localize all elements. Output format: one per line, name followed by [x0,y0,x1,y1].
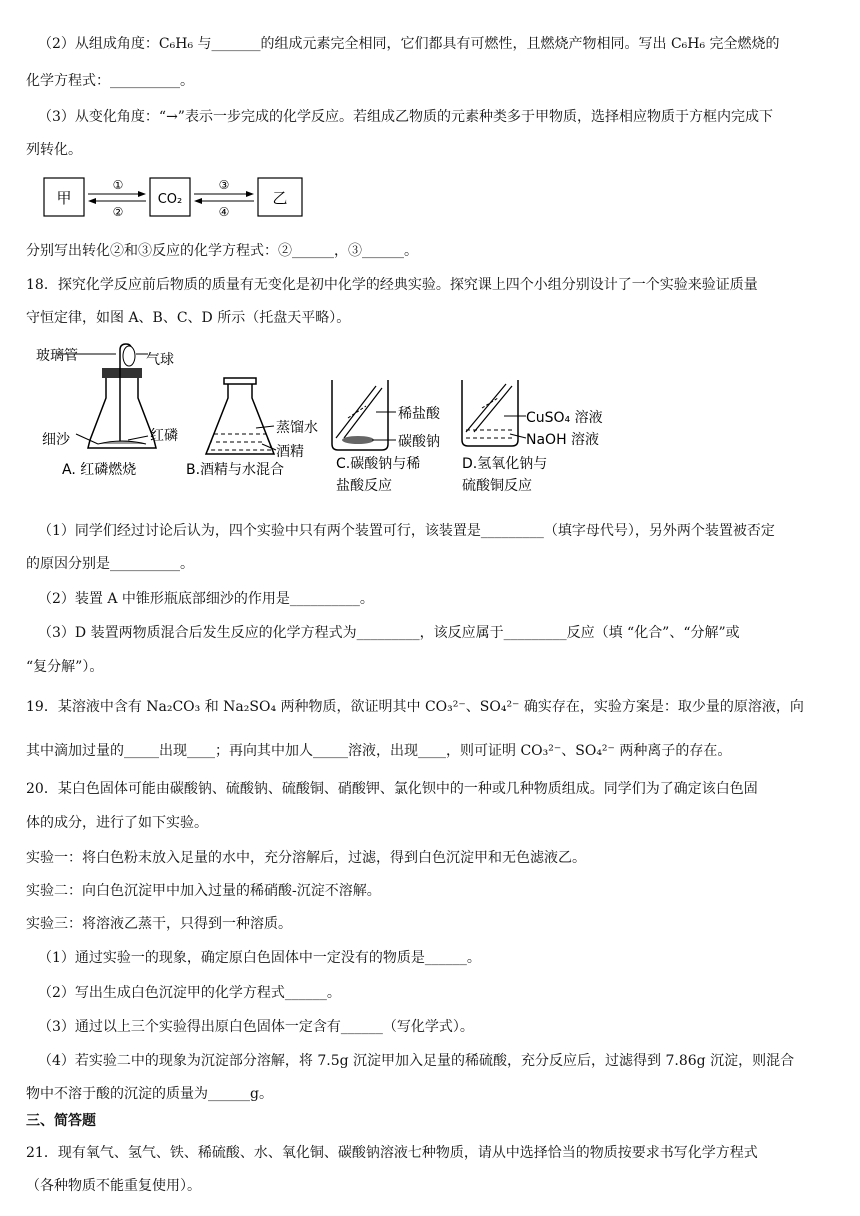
apparatus-d [462,380,603,494]
q18-line2: 守恒定律，如图 A、B、C、D 所示（托盘天平略）。 [26,310,351,326]
q19-line1: 19．某溶液中含有 Na₂CO₃ 和 Na₂SO₄ 两种物质，欲证明其中 CO₃²⁻、SO₄²⁻ 确实存在，实验方案是：取少量的原溶液，向 [26,699,804,715]
q18-part3-line2: “复分解”）。 [26,659,104,675]
q20-exp3: 实验三：将溶液乙蒸干，只得到一种溶质。 [26,916,292,932]
label-cuso4: CuSO₄ 溶液 [526,410,603,426]
label-phosphorus: 红磷 [150,428,178,444]
caption-d-line2: 硫酸铜反应 [462,478,532,494]
label-balloon: 气球 [146,352,174,368]
q18-part1-line2: 的原因分别是__________。 [26,556,194,572]
q17-part3-line2: 列转化。 [26,142,82,158]
arrow-1-label: ① [112,178,124,192]
q21-line1: 21．现有氧气、氢气、铁、稀硫酸、水、氧化铜、碳酸钠溶液七种物质，请从中选择恰当的物质按要求书写化学方程式 [26,1145,758,1161]
arrow-2-label: ② [112,205,124,219]
box-jia-label: 甲 [56,189,72,207]
q18-part2: （2）装置 A 中锥形瓶底部细沙的作用是__________。 [38,591,374,607]
q21-line2: （各种物质不能重复使用）。 [26,1178,201,1194]
box-co2-label: CO₂ [157,192,183,207]
q17-part2-line2: 化学方程式：__________。 [26,73,194,89]
q18-line1: 18．探究化学反应前后物质的质量有无变化是初中化学的经典实验。探究课上四个小组分别设计了一个实验来验证质量 [26,277,758,293]
apparatus-a [36,344,178,478]
caption-a: A. 红磷燃烧 [62,462,137,478]
q20-exp2: 实验二：向白色沉淀甲中加入过量的稀硝酸-沉淀不溶解。 [26,883,381,899]
caption-b: B.酒精与水混合 [186,462,285,478]
q20-exp1: 实验一：将白色粉末放入足量的水中，充分溶解后，过滤，得到白色沉淀甲和无色滤液乙。 [26,850,586,866]
label-carbonate: 碳酸钠 [398,434,440,450]
apparatus-figure [36,340,616,502]
label-acid: 稀盐酸 [398,406,440,422]
q20-part1: （1）通过实验一的现象，确定原白色固体中一定没有的物质是______。 [38,950,481,966]
q20-part4-line1: （4）若实验二中的现象为沉淀部分溶解，将 7.5g 沉淀甲加入足量的稀硫酸，充分反应后，过滤得到 7.86g 沉淀，则混合 [38,1053,795,1069]
conversion-diagram [40,172,320,222]
label-naoh: NaOH 溶液 [526,432,600,448]
q20-part3: （3）通过以上三个实验得出原白色固体一定含有______（写化学式）。 [38,1019,474,1035]
box-yi-label: 乙 [272,189,288,207]
apparatus-b [186,378,318,478]
q20-part2: （2）写出生成白色沉淀甲的化学方程式______。 [38,985,341,1001]
label-tube: 玻璃管 [36,348,78,364]
arrow-3-label: ③ [218,178,230,192]
section-heading: 三、简答题 [26,1113,96,1129]
q19-line2: 其中滴加过量的_____出现____；再向其中加人_____溶液，出现____，则可证明 CO₃²⁻、SO₄²⁻ 两种离子的存在。 [26,743,732,759]
q20-line2: 体的成分，进行了如下实验。 [26,815,208,831]
caption-c-line2: 盐酸反应 [336,478,392,494]
q18-part3-line1: （3）D 装置两物质混合后发生反应的化学方程式为_________，该反应属于_________反应（填 “化合”、“分解”或 [38,625,740,641]
q18-part1-line1: （1）同学们经过讨论后认为，四个实验中只有两个装置可行，该装置是_________（填字母代号），另外两个装置被否定 [38,523,775,539]
label-water: 蒸馏水 [276,420,318,436]
q17-part3-line3: 分别写出转化②和③反应的化学方程式：②______，③______。 [26,243,418,259]
q17-part2-line1: （2）从组成角度：C₆H₆ 与_______的组成元素完全相同，它们都具有可燃性，且燃烧产物相同。写出 C₆H₆ 完全燃烧的 [38,36,780,52]
apparatus-c [332,380,441,494]
q20-part4-line2: 物中不溶于酸的沉淀的质量为______g。 [26,1086,273,1102]
label-sand: 细沙 [42,432,70,448]
arrow-4-label: ④ [218,205,230,219]
caption-c-line1: C.碳酸钠与稀 [336,456,421,472]
q20-line1: 20．某白色固体可能由碳酸钠、硫酸钠、硫酸铜、硝酸钾、氯化钡中的一种或几种物质组成。同学们为了确定该白色固 [26,781,758,797]
q17-part3-line1: （3）从变化角度：“→”表示一步完成的化学反应。若组成乙物质的元素种类多于甲物质，选择相应物质于方框内完成下 [38,109,773,125]
caption-d-line1: D.氢氧化钠与 [462,456,548,472]
label-alcohol: 酒精 [276,444,304,460]
